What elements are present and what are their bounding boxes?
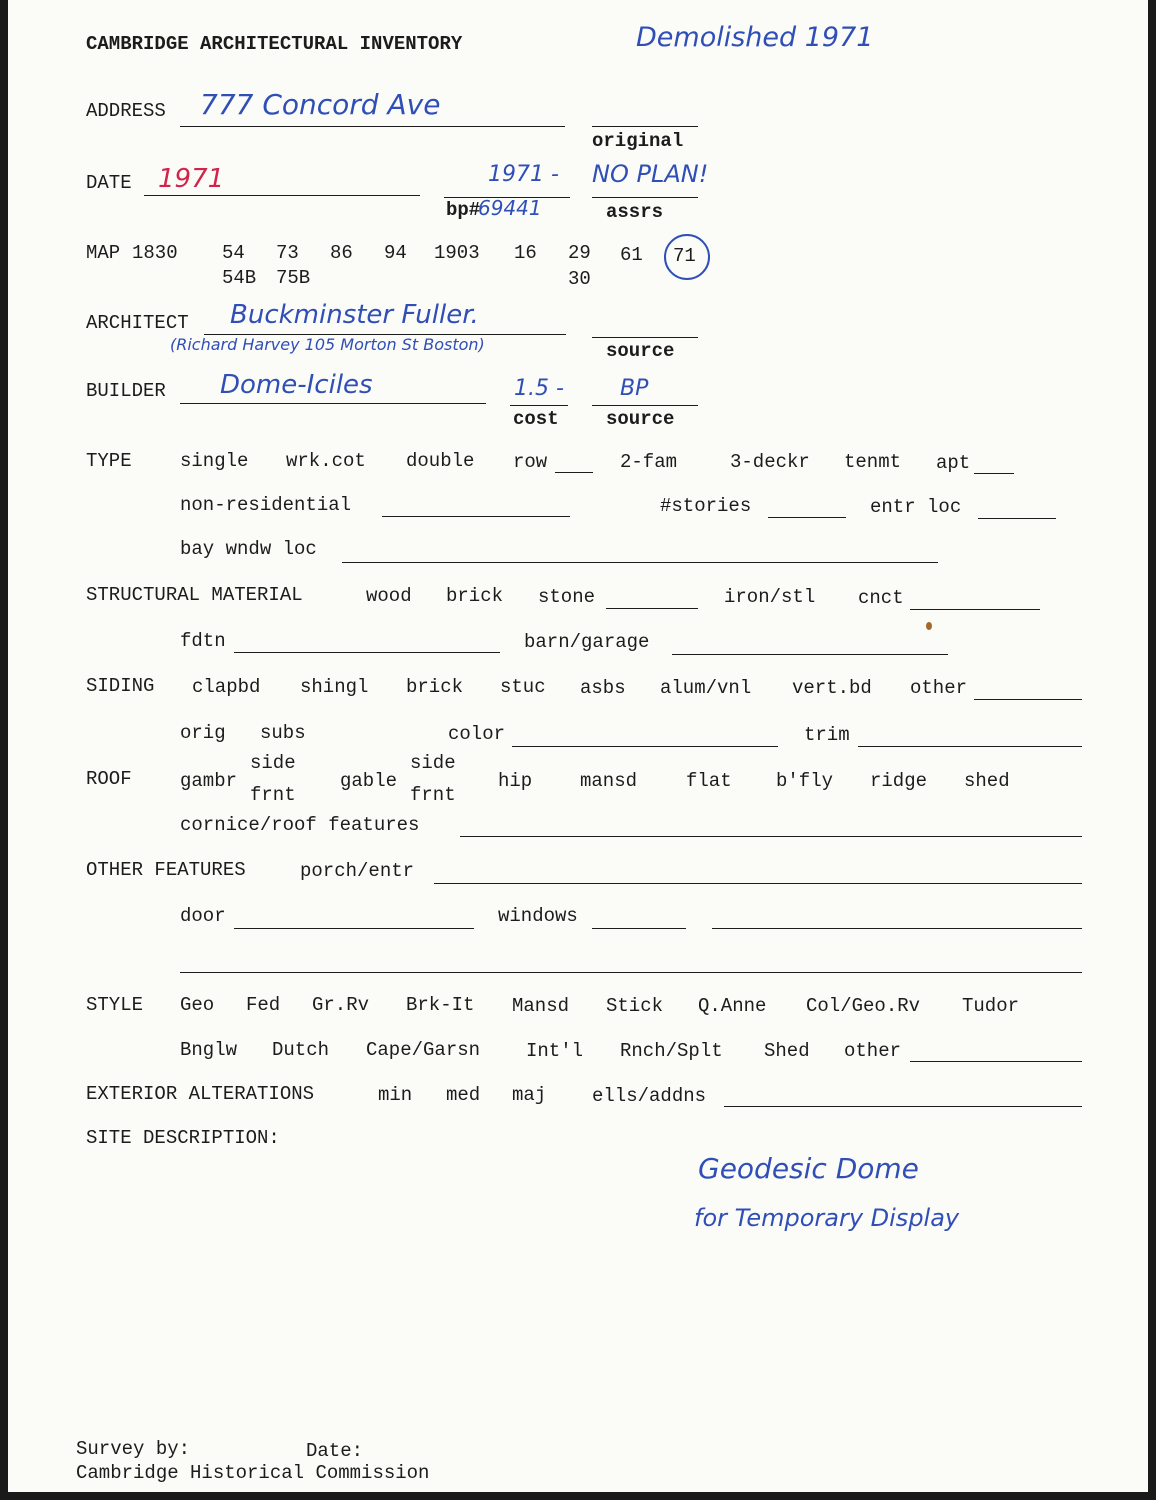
roof-label: ROOF [86,768,132,790]
porch-label: porch/entr [300,860,415,882]
map-year: 73 [276,242,299,264]
roof-gable-side[interactable]: side [410,752,456,774]
roof-option[interactable]: flat [686,770,732,792]
non-residential-line [382,516,570,517]
assrs-line [592,197,698,198]
entr-loc-label: entr loc [870,496,962,518]
site-note-line1: Geodesic Dome [698,1152,919,1185]
row-line [555,472,593,473]
builder-line [180,403,486,404]
siding-option[interactable]: asbs [580,677,626,699]
other-features-label: OTHER FEATURES [86,859,246,881]
subs-label[interactable]: subs [260,722,306,744]
style-option[interactable]: Fed [246,994,281,1016]
type-option[interactable]: double [406,450,475,472]
type-label: TYPE [86,450,132,472]
trim-label: trim [804,724,850,746]
windows-label: windows [498,905,578,927]
builder-source-value: BP [620,376,649,401]
map-year: 54B [222,267,257,289]
builder-label: BUILDER [86,380,166,402]
barn-line [672,654,948,655]
siding-option[interactable]: other [910,677,968,699]
stories-line [768,517,846,518]
map-label: MAP [86,242,121,264]
type-option[interactable]: tenmt [844,451,902,473]
style-option[interactable]: other [844,1040,902,1062]
structural-label: STRUCTURAL MATERIAL [86,584,303,606]
siding-option[interactable]: stuc [500,676,546,698]
cost-label: cost [513,408,559,430]
map-year: 54 [222,242,245,264]
architect-source-label: source [606,340,675,362]
map-year: 94 [384,242,407,264]
windows-line-2 [712,928,1082,929]
style-option[interactable]: Mansd [512,995,570,1017]
architect-source-line [592,337,698,338]
style-option[interactable]: Dutch [272,1039,330,1061]
structural-option[interactable]: cnct [858,587,904,609]
style-option[interactable]: Tudor [962,995,1020,1017]
demolished-note: Demolished 1971 [636,22,874,53]
builder-value[interactable]: Dome-Iciles [220,370,373,400]
style-option[interactable]: Int'l [526,1040,584,1062]
structural-option[interactable]: wood [366,585,412,607]
ink-spot [926,622,932,630]
style-option[interactable]: Gr.Rv [312,994,370,1016]
porch-line [434,883,1082,884]
type-option[interactable]: row [513,451,548,473]
siding-option[interactable]: shingl [300,676,369,698]
roof-option[interactable]: b'fly [776,770,834,792]
map-circled-year: 71 [673,245,696,267]
bp-year: 1971 - [488,162,559,187]
structural-option[interactable]: iron/stl [724,586,816,608]
style-option[interactable]: Col/Geo.Rv [806,995,921,1017]
fdtn-line [234,652,500,653]
siding-option[interactable]: clapbd [192,676,261,698]
map-year: 29 [568,242,591,264]
address-line [180,126,565,127]
builder-source-label: source [606,408,675,430]
original-label: original [592,130,684,152]
roof-gambr[interactable]: gambr [180,770,238,792]
structural-option[interactable]: brick [446,585,504,607]
door-label: door [180,905,226,927]
cost-value: 1.5 - [514,376,564,401]
siding-option[interactable]: vert.bd [792,677,872,699]
roof-gable[interactable]: gable [340,770,398,792]
architect-value[interactable]: Buckminster Fuller. [230,300,479,330]
entr-loc-line [978,518,1056,519]
roof-option[interactable]: mansd [580,770,638,792]
stone-line [606,608,698,609]
color-line [512,746,778,747]
map-year: 1830 [132,242,178,264]
extra-features-line [180,972,1082,973]
map-year: 86 [330,242,353,264]
architect-note: (Richard Harvey 105 Morton St Boston) [170,335,485,354]
style-option[interactable]: Rnch/Splt [620,1040,723,1062]
type-option[interactable]: 3-deckr [730,451,810,473]
roof-gambr-frnt[interactable]: frnt [250,784,296,806]
alteration-option[interactable]: min [378,1084,413,1106]
alteration-option[interactable]: maj [512,1084,547,1106]
map-year: 16 [514,242,537,264]
non-residential-label: non-residential [180,494,352,516]
siding-other-line [974,699,1082,700]
address-value[interactable]: 777 Concord Ave [200,88,441,121]
windows-line-1 [592,928,686,929]
commission-name: Cambridge Historical Commission [76,1462,430,1484]
roof-gambr-side[interactable]: side [250,752,296,774]
bp-label: bp# [446,199,481,221]
alteration-option[interactable]: med [446,1084,481,1106]
alterations-label: EXTERIOR ALTERATIONS [86,1083,315,1105]
map-year: 61 [620,244,643,266]
siding-label: SIDING [86,675,155,697]
style-option[interactable]: Q.Anne [698,995,767,1017]
map-year: 1903 [434,242,480,264]
address-label: ADDRESS [86,100,166,122]
bay-wndw-line [342,562,938,563]
form-title: CAMBRIDGE ARCHITECTURAL INVENTORY [86,33,463,55]
cnct-line [910,609,1040,610]
roof-option[interactable]: ridge [870,770,928,792]
color-label: color [448,723,506,745]
architect-label: ARCHITECT [86,312,189,334]
cost-line [510,405,568,406]
type-option[interactable]: single [180,450,249,472]
date-label: DATE [86,172,132,194]
bp-line [444,197,570,198]
original-line [592,126,698,127]
style-option[interactable]: Cape/Garsn [366,1039,481,1061]
style-option[interactable]: Geo [180,994,215,1016]
door-line [234,928,474,929]
style-other-line [910,1061,1082,1062]
roof-option[interactable]: shed [964,770,1010,792]
roof-option[interactable]: hip [498,770,533,792]
style-label: STYLE [86,994,144,1016]
type-option[interactable]: 2-fam [620,451,678,473]
siding-option[interactable]: alum/vnl [660,677,752,699]
roof-gable-frnt[interactable]: frnt [410,784,456,806]
addns-line [724,1106,1082,1107]
type-option[interactable]: apt [936,452,971,474]
map-year: 30 [568,268,591,290]
structural-option[interactable]: stone [538,586,596,608]
inventory-form [8,0,1148,1492]
orig-label[interactable]: orig [180,722,226,744]
type-option[interactable]: wrk.cot [286,450,366,472]
alteration-option[interactable]: ells/addns [592,1085,707,1107]
barn-label: barn/garage [524,631,650,653]
date-line [144,195,420,196]
style-option[interactable]: Brk-It [406,994,475,1016]
style-option[interactable]: Bnglw [180,1039,238,1061]
date-value[interactable]: 1971 [158,164,225,194]
apt-line [974,473,1014,474]
builder-source-line [592,405,698,406]
original-value: NO PLAN! [592,160,709,188]
survey-date-label: Date: [306,1440,364,1462]
assrs-label: assrs [606,201,664,223]
style-option[interactable]: Stick [606,995,664,1017]
survey-by-label: Survey by: [76,1438,191,1460]
style-option[interactable]: Shed [764,1040,810,1062]
cornice-line [460,836,1082,837]
cornice-label: cornice/roof features [180,814,420,836]
site-description-label: SITE DESCRIPTION: [86,1127,280,1149]
bay-wndw-label: bay wndw loc [180,538,317,560]
map-year: 75B [276,267,311,289]
site-note-line2: for Temporary Display [694,1204,960,1232]
stories-label: #stories [660,495,752,517]
trim-line [858,746,1082,747]
siding-option[interactable]: brick [406,676,464,698]
bp-value[interactable]: 69441 [478,196,542,220]
fdtn-label: fdtn [180,630,226,652]
